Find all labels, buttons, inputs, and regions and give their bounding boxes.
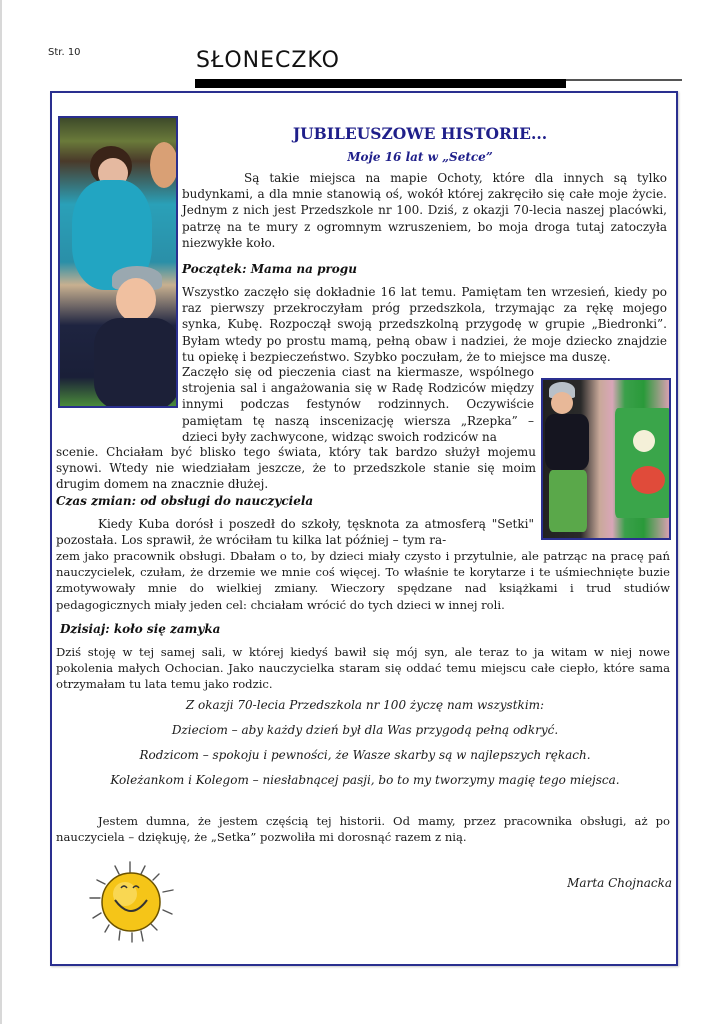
section-paragraph: scenie. Chciałam być blisko tego świata, który tak bardzo służył mojemu synowi. Wtedy nie wiedziałam jeszcze, że to przedszkole stanie się moim drugim domem na znacznie dłużej. — [56, 445, 536, 492]
section-heading: Dzisiaj: koło się zamyka — [60, 622, 221, 636]
wish-line: Rodzicom – spokoju i pewności, że Wasze skarby są w najlepszych rękach. — [139, 748, 591, 762]
wish-line: Z okazji 70-lecia Przedszkola nr 100 życzę nam wszystkim: — [185, 698, 545, 712]
boy-with-ladybug-banner-photo — [541, 378, 671, 540]
section-paragraph: Kiedy Kuba dorósł i poszedł do szkoły, tęsknota za atmosferą "Setki" pozostała. Los sprawił, że wróciłam tu kilka lat później – tym ra- — [56, 517, 534, 548]
article-title: JUBILEUSZOWE HISTORIE... — [292, 124, 548, 143]
wish-line: Dzieciom – aby każdy dzień był dla Was przygodą pełną odkryć. — [171, 723, 559, 737]
article-subtitle: Moje 16 lat w „Setce” — [347, 150, 493, 164]
section-heading: Początek: Mama na progu — [182, 262, 357, 276]
masthead-rule-thin — [566, 79, 682, 81]
section-paragraph: Dziś stoję w tej samej sali, w której kiedyś bawił się mój syn, ale teraz to ja witam w niej nowe pokolenia małych Ochocian. Jako nauczycielka staram się oddać temu miejscu całe ciepło, które sama otrzymałam tu lata temu jako rodzic. — [56, 645, 670, 692]
closing-paragraph: Jestem dumna, że jestem częścią tej historii. Od mamy, przez pracownika obsługi, aż po nauczyciela – dziękuję, że „Setka” pozwoliła mi dorosnąć razem z nią. — [56, 814, 670, 845]
section-paragraph: Wszystko zaczęło się dokładnie 16 lat temu. Pamiętam ten wrzesień, kiedy po raz pierwszy przekroczyłam próg przedszkola, trzymając za rękę mojego synka, Kubę. Rozpoczął swoją przedszkolną przygodę w grupie „Biedronki”. Byłam wtedy po prostu mamą, pełną obaw i nadziei, że moje dziecko znajdzie tu opiekę i bezpieczeństwo. Szybko poczułam, że to miejsce ma duszę. — [182, 285, 667, 364]
wishes-block — [60, 693, 670, 793]
masthead-title: SŁONECZKO — [196, 48, 340, 73]
section-heading: Czas zmian: od obsługi do nauczyciela — [56, 494, 314, 508]
page-number: Str. 10 — [48, 47, 81, 58]
author-signature: Marta Chojnacka — [567, 876, 672, 890]
section-paragraph: zem jako pracownik obsługi. Dbałam o to, by dzieci miały czysto i przytulnie, ale patrząc na pracę pań nauczycielek, czułam, że drzemie we mnie coś więcej. To właśnie te korytarze i te uśmiechnięte buzie zmotywowały mnie do wielkiej zmiany. Wieczory spędzane nad książkami i trud studiów pedagogicznych miały jeden cel: chciałam wrócić do tych dzieci w innej roli. — [56, 549, 670, 612]
intro-paragraph: Są takie miejsca na mapie Ochoty, które dla innych są tylko budynkami, a dla mnie stanowią oś, wokół której zakręciło się całe moje życie. Jednym z nich jest Przedszkole nr 100. Dziś, z okazji 70-lecia naszej placówki, patrzę na te mury z ogromnym wzruszeniem, bo moja droga tutaj zatoczyła niezwykłe koło. — [182, 171, 667, 250]
mother-and-son-photo — [58, 116, 178, 408]
smiling-sun-icon — [75, 860, 185, 950]
page-edge — [0, 0, 2, 1024]
wish-line: Koleżankom i Kolegom – niesłabnącej pasji, bo to my tworzymy magię tego miejsca. — [110, 773, 620, 787]
masthead-rule-thick — [195, 79, 566, 88]
section-paragraph: Zaczęło się od pieczenia ciast na kiermasze, wspólnego strojenia sal i angażowania się w Radę Rodziców między innymi podczas festynów rodzinnych. Oczywiście pamiętam tę naszą inscenizację wiersza „Rzepka” – dzieci były zachwycone, widząc swoich rodziców na — [182, 365, 534, 444]
